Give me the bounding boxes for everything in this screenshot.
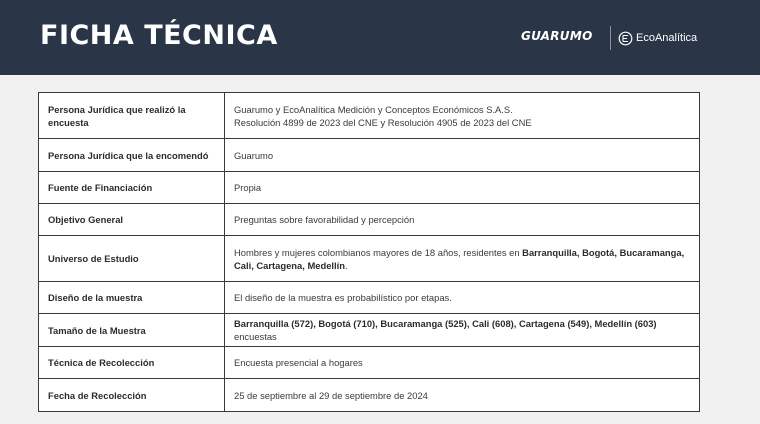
row-label: Fuente de Financiación <box>39 172 225 204</box>
table-row <box>39 282 700 314</box>
row-label: Diseño de la muestra <box>39 282 225 314</box>
table-row <box>39 204 700 236</box>
row-value: El diseño de la muestra es probabilístico por etapas. <box>225 282 700 314</box>
sample-sizes: Barranquilla (572), Bogotá (710), Bucaramanga (525), Cali (608), Cartagena (549), Medellín (603) <box>234 318 657 329</box>
value-text: . <box>344 259 348 271</box>
table-row <box>39 347 700 379</box>
table-row <box>39 314 700 347</box>
technical-sheet-table <box>38 92 700 412</box>
table-row <box>39 93 700 139</box>
cities-list: Barranquilla, Bogotá, Bucaramanga, Cali, Cartagena, Medellín <box>234 246 685 271</box>
row-value: Guarumo <box>225 139 700 172</box>
row-label: Técnica de Recolección <box>39 347 225 379</box>
ecoanalitica-logo-text: EcoAnalítica <box>636 32 698 44</box>
ecoanalitica-circle-icon <box>618 31 633 46</box>
row-label: Tamaño de la Muestra <box>39 314 225 347</box>
value-text: encuestas <box>234 331 277 342</box>
guarumo-logo: GUARUMO <box>521 29 593 43</box>
row-value <box>225 236 700 282</box>
row-value: 25 de septiembre al 29 de septiembre de 2024 <box>225 379 700 412</box>
row-label: Universo de Estudio <box>39 236 225 282</box>
value-line: Resolución 4899 de 2023 del CNE y Resolución 4905 de 2023 del CNE <box>234 116 532 128</box>
table-row <box>39 172 700 204</box>
value-line: Guarumo y EcoAnalítica Medición y Conceptos Económicos S.A.S. <box>234 103 513 115</box>
table-row <box>39 139 700 172</box>
row-label: Objetivo General <box>39 204 225 236</box>
row-value <box>225 93 700 139</box>
row-label: Persona Jurídica que la encomendó <box>39 139 225 172</box>
header-banner <box>0 0 760 75</box>
logo-divider <box>610 26 611 50</box>
table-row <box>39 236 700 282</box>
row-label: Fecha de Recolección <box>39 379 225 412</box>
table-row <box>39 379 700 412</box>
row-label: Persona Jurídica que realizó la encuesta <box>39 93 225 139</box>
row-value <box>225 314 700 347</box>
row-value: Propia <box>225 172 700 204</box>
value-text: Hombres y mujeres colombianos mayores de 18 años, residentes en <box>234 246 520 258</box>
row-value: Encuesta presencial a hogares <box>225 347 700 379</box>
ecoanalitica-logo <box>618 28 697 48</box>
row-value: Preguntas sobre favorabilidad y percepción <box>225 204 700 236</box>
page-title: FICHA TÉCNICA <box>40 20 278 51</box>
